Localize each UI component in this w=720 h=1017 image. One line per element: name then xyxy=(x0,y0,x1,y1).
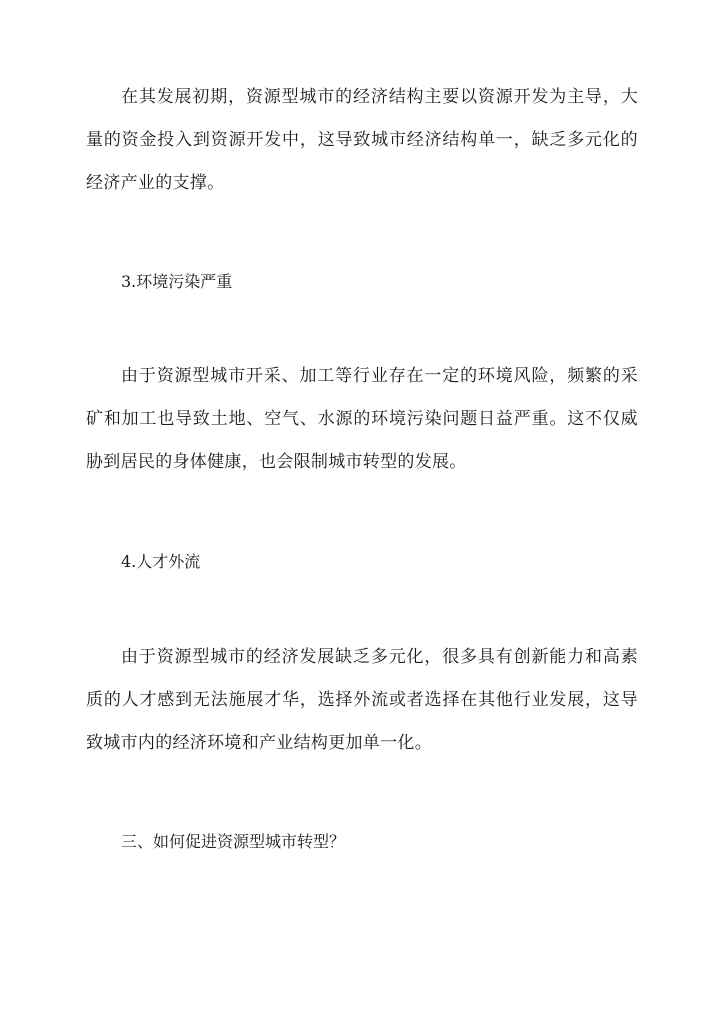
section-title-promote-transformation: 三、如何促进资源型城市转型？ xyxy=(121,832,346,851)
paragraph-talent-outflow: 由于资源型城市的经济发展缺乏多元化，很多具有创新能力和高素质的人才感到无法施展才华，选择外流或者选择在其他行业发展，这导致城市内的经济环境和产业结构更加单一化。 xyxy=(86,647,638,753)
heading-talent-outflow: 4.人才外流 xyxy=(121,552,201,571)
heading-environmental-pollution: 3.环境污染严重 xyxy=(121,272,233,291)
paragraph-environmental-pollution: 由于资源型城市开采、加工等行业存在一定的环境风险，频繁的采矿和加工也导致土地、空气、水源的环境污染问题日益严重。这不仅威胁到居民的身体健康，也会限制城市转型的发展。 xyxy=(86,366,638,472)
paragraph-economic-structure: 在其发展初期，资源型城市的经济结构主要以资源开发为主导，大量的资金投入到资源开发中，这导致城市经济结构单一，缺乏多元化的经济产业的支撑。 xyxy=(86,87,638,193)
